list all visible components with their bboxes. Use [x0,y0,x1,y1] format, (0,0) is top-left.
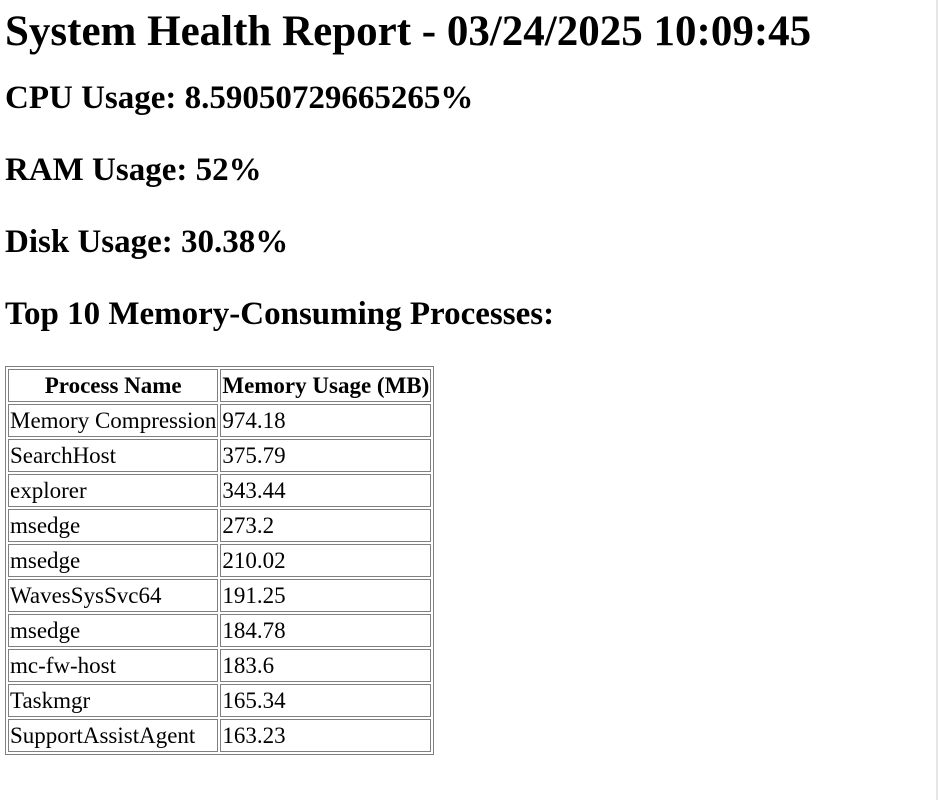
memory-usage-cell: 184.78 [220,614,431,647]
table-row [8,439,431,472]
memory-usage-cell: 375.79 [220,439,431,472]
process-name-header: Process Name [8,369,218,402]
ram-usage-heading: RAM Usage: 52% [5,152,262,188]
table-row [8,404,431,437]
page-title: System Health Report - 03/24/2025 10:09:45 [5,8,812,55]
process-name-cell: WavesSysSvc64 [8,579,218,612]
process-name-cell: Memory Compression [8,404,218,437]
memory-usage-cell: 191.25 [220,579,431,612]
table-row [8,649,431,682]
process-name-cell: mc-fw-host [8,649,218,682]
table-header-row [8,369,431,402]
memory-usage-cell: 343.44 [220,474,431,507]
table-row [8,684,431,717]
memory-usage-cell: 163.23 [220,719,431,752]
table-row [8,544,431,577]
memory-usage-cell: 165.34 [220,684,431,717]
process-name-cell: SupportAssistAgent [8,719,218,752]
top-processes-heading: Top 10 Memory-Consuming Processes: [5,296,555,332]
process-name-cell: SearchHost [8,439,218,472]
table-row [8,614,431,647]
memory-usage-cell: 183.6 [220,649,431,682]
table-row [8,474,431,507]
cpu-usage-heading: CPU Usage: 8.59050729665265% [5,80,474,116]
memory-usage-cell: 974.18 [220,404,431,437]
report-page [5,0,933,755]
memory-usage-cell: 273.2 [220,509,431,542]
table-row [8,719,431,752]
process-table [5,366,434,755]
process-name-cell: Taskmgr [8,684,218,717]
process-name-cell: explorer [8,474,218,507]
process-name-cell: msedge [8,509,218,542]
process-name-cell: msedge [8,614,218,647]
memory-usage-cell: 210.02 [220,544,431,577]
table-row [8,579,431,612]
disk-usage-heading: Disk Usage: 30.38% [5,224,289,260]
memory-usage-header: Memory Usage (MB) [220,369,431,402]
process-name-cell: msedge [8,544,218,577]
table-row [8,509,431,542]
